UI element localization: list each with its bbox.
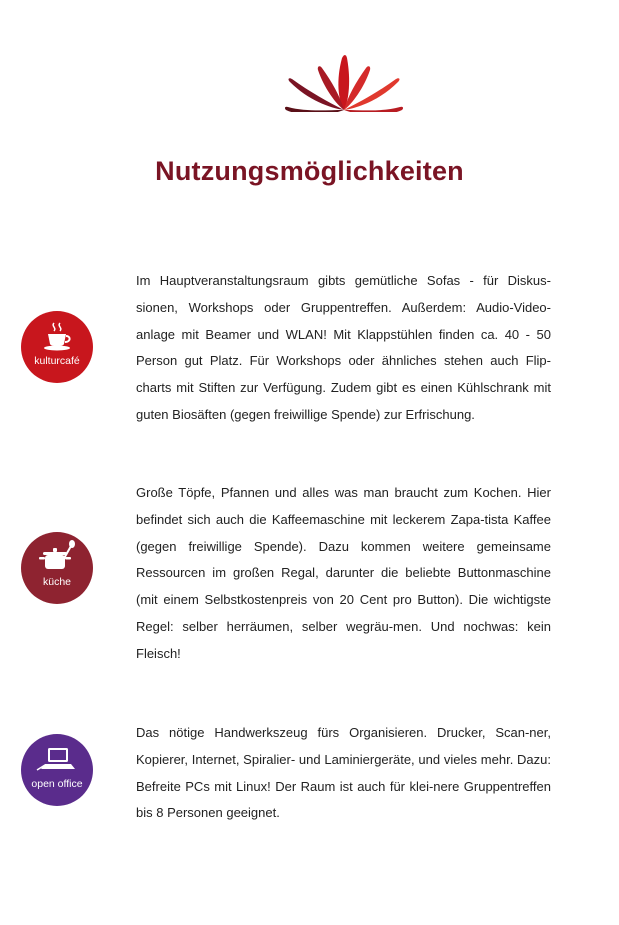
kulturcafe-description: Im Hauptveranstaltungsraum gibts gemütliche Sofas - für Diskus-sionen, Workshops oder Gruppentreffen. Außerdem: Audio-Video-anlage mit Beamer und WLAN! Mit Klappstühlen finden ca. 40 - 50 Person gut Platz. Für Workshops oder ähnliches stehen auch Flip-charts mit Stiften zur Verfügung. Zudem gibt es einen Kühlschrank mit guten Biosäften (gegen freiwillige Spende) zur Erfrischung. (136, 273, 551, 422)
laptop-icon (21, 734, 93, 806)
splash-logo-icon (283, 28, 405, 112)
open-office-badge (21, 734, 93, 806)
kueche-description: Große Töpfe, Pfannen und alles was man braucht zum Kochen. Hier befindet sich auch die Kaffeemaschine mit leckerem Zapa-tista Kaffee (gegen freiwillige Spende). Dazu kommen weitere gemeinsame Ressourcen im großen Regal, darunter die beliebte Buttonmaschine (mit einem Selbstkostenpreis von 20 Cent pro Button). Die wichtigste Regel: selber herräumen, selber wegräu-men. Und nochwas: kein Fleisch! (136, 485, 551, 661)
kulturcafe-badge (21, 311, 93, 383)
cooking-pot-icon (21, 532, 93, 604)
open-office-label: open office (31, 778, 83, 790)
kueche-label: küche (42, 576, 72, 588)
coffee-cup-icon (21, 311, 93, 383)
kulturcafe-label: kulturcafé (34, 355, 80, 367)
open-office-description: Das nötige Handwerkszeug fürs Organisieren. Drucker, Scan-ner, Kopierer, Internet, Spiralier- und Laminiergeräte, und vieles mehr. Dazu: Befreite PCs mit Linux! Der Raum ist auch für klei-nere Gruppentreffen bis 8 Personen geeignet. (136, 725, 551, 821)
page-title: Nutzungsmöglichkeiten (155, 156, 464, 186)
kueche-badge (21, 532, 93, 604)
